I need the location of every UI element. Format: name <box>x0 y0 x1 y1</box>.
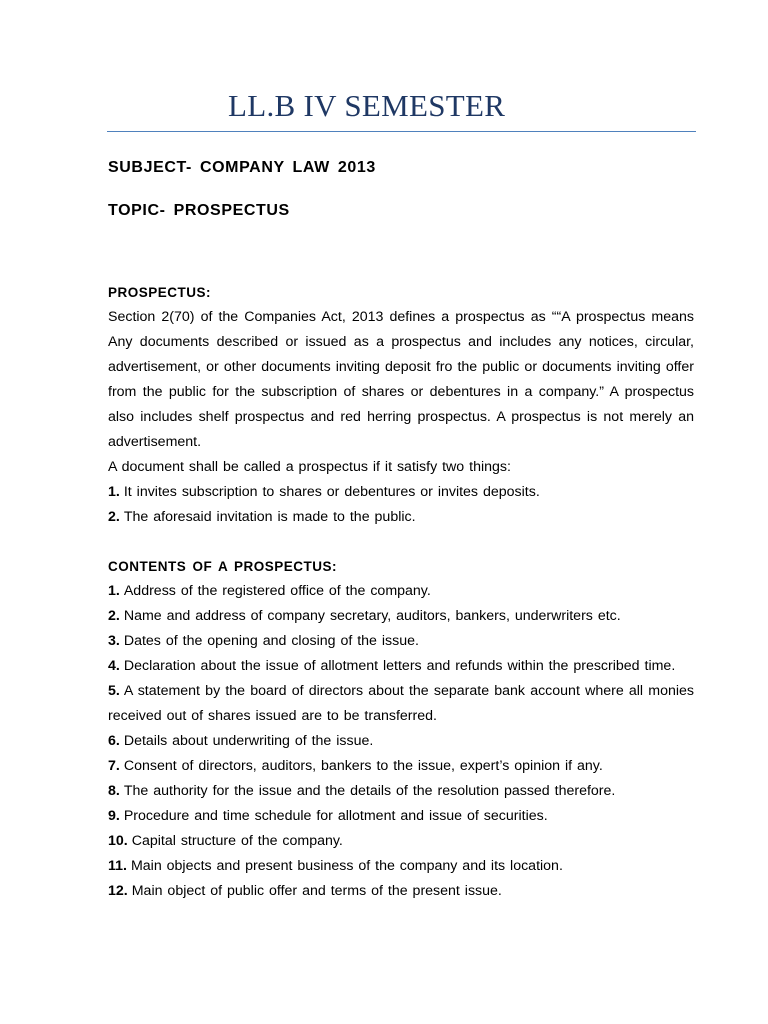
list-item <box>108 729 694 754</box>
list-item-number: 11. <box>108 858 127 874</box>
list-item <box>108 804 694 829</box>
list-item-text: Dates of the opening and closing of the issue. <box>123 633 419 649</box>
list-item-text: Name and address of company secretary, auditors, bankers, underwriters etc. <box>123 608 621 624</box>
page-title: LL.B IV SEMESTER <box>228 88 506 123</box>
list-item-number: 2. <box>108 608 120 624</box>
list-item <box>108 579 694 604</box>
list-item-text: Main objects and present business of the company and its location. <box>130 858 563 874</box>
list-item-text: It invites subscription to shares or debentures or invites deposits. <box>123 484 540 500</box>
list-item-text: Consent of directors, auditors, bankers to the issue, expert’s opinion if any. <box>123 758 603 774</box>
list-item-text: Main object of public offer and terms of the present issue. <box>131 883 502 899</box>
list-item-number: 5. <box>108 683 120 699</box>
list-item <box>108 854 694 879</box>
list-item-text: Procedure and time schedule for allotment and issue of securities. <box>123 808 548 824</box>
list-item-number: 1. <box>108 583 120 599</box>
list-item-text: A statement by the board of directors about the separate bank account where all monies received out of shares issued are to be transferred. <box>108 683 694 724</box>
list-item-text: Details about underwriting of the issue. <box>123 733 374 749</box>
list-item-text: Address of the registered office of the company. <box>123 583 431 599</box>
title-divider <box>107 131 696 132</box>
list-item <box>108 604 694 629</box>
list-item <box>108 754 694 779</box>
list-item <box>108 779 694 804</box>
list-item-text: Declaration about the issue of allotment letters and refunds within the prescribed time. <box>123 658 676 674</box>
list-item-text: The aforesaid invitation is made to the public. <box>123 509 416 525</box>
list-item <box>108 679 694 729</box>
list-item-number: 7. <box>108 758 120 774</box>
list-item-number: 10. <box>108 833 128 849</box>
list-item <box>108 654 694 679</box>
list-item-number: 9. <box>108 808 120 824</box>
list-item-text: Capital structure of the company. <box>131 833 343 849</box>
list-item <box>108 879 694 904</box>
contents-heading: CONTENTS OF A PROSPECTUS: <box>108 559 338 574</box>
list-item-number: 2. <box>108 509 120 525</box>
prospectus-heading: PROSPECTUS: <box>108 285 212 300</box>
list-item-number: 1. <box>108 484 120 500</box>
prospectus-section <box>108 280 694 530</box>
list-item <box>108 505 694 530</box>
list-item <box>108 829 694 854</box>
subject-heading: SUBJECT- COMPANY LAW 2013 <box>108 159 376 176</box>
list-item <box>108 629 694 654</box>
list-item-number: 4. <box>108 658 120 674</box>
topic-heading: TOPIC- PROSPECTUS <box>108 202 290 219</box>
list-item-number: 8. <box>108 783 120 799</box>
prospectus-condition: A document shall be called a prospectus if it satisfy two things: <box>108 459 511 475</box>
list-item-number: 12. <box>108 883 128 899</box>
prospectus-definition: Section 2(70) of the Companies Act, 2013 defines a prospectus as ““A prospectus means Any documents described or issued as a prospectus and includes any notices, circular, advertisement, or other documents inviting deposit fro the public or documents inviting offer from the public for the subscription of shares or debentures in a company.” A prospectus also includes shelf prospectus and red herring prospectus. A prospectus is not merely an advertisement. <box>108 309 694 450</box>
list-item-text: The authority for the issue and the details of the resolution passed therefore. <box>123 783 616 799</box>
list-item-number: 6. <box>108 733 120 749</box>
contents-section <box>108 554 694 904</box>
list-item <box>108 480 694 505</box>
list-item-number: 3. <box>108 633 120 649</box>
